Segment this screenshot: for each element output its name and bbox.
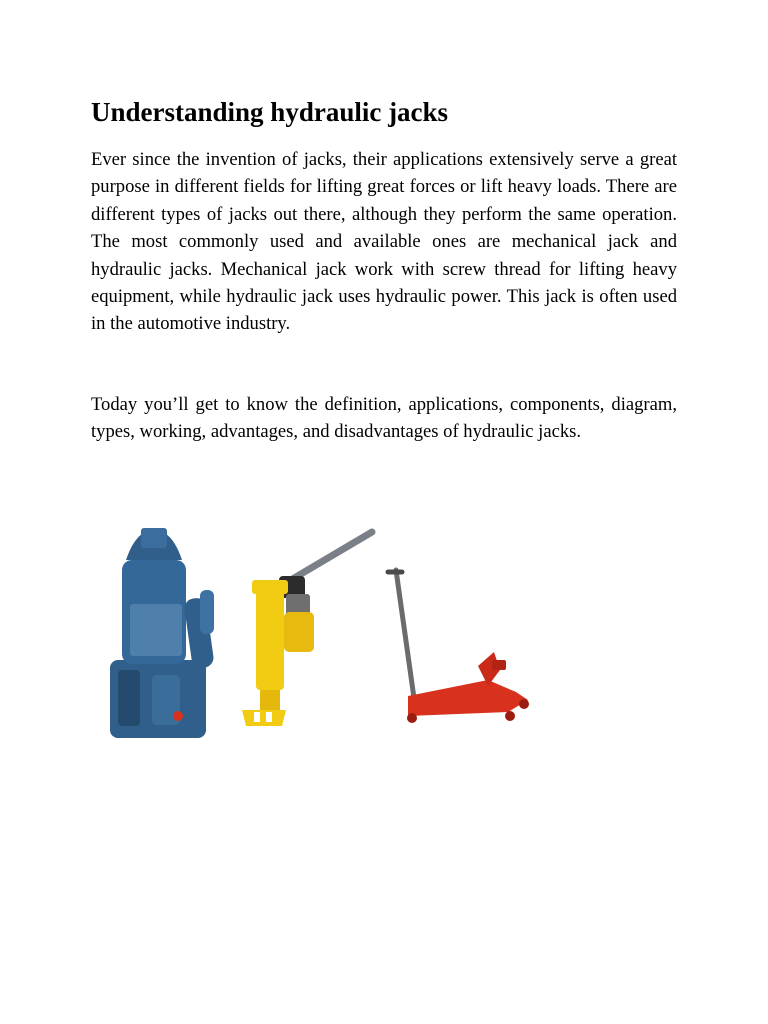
floor-jack-icon	[388, 570, 529, 723]
toe-jack-icon	[242, 532, 372, 726]
hydraulic-jacks-figure	[96, 520, 546, 745]
bottle-jack-icon	[110, 528, 215, 738]
intro-paragraph: Ever since the invention of jacks, their applications extensively serve a great purpose in different fields for lifting great forces or lift heavy loads. There are different types of jacks out there, although they perform the same operation. The most commonly used and available ones are mechanical jack and hydraulic jacks. Mechanical jack work with screw thread for lifting heavy equipment, while hydraulic jack uses hydraulic power. This jack is often used in the automotive industry.	[91, 149, 677, 335]
overview-paragraph: Today you’ll get to know the definition, applications, components, diagram, types, working, advantages, and disadvantages of hydraulic jacks.	[91, 394, 677, 443]
jacks-illustration	[96, 520, 546, 745]
page-title: Understanding hydraulic jacks	[91, 97, 449, 127]
